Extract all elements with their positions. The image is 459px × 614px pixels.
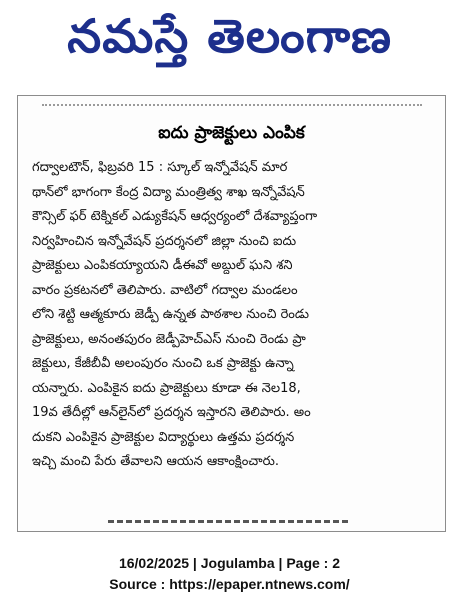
top-cut-edge — [42, 104, 422, 110]
article-line: గద్వాలటౌన్, ఫిబ్రవరి 15 : స్కూల్ ఇన్నోవేషన్ మార — [32, 160, 288, 175]
masthead-logo-text: నమస్తే తెలంగాణ — [67, 9, 392, 63]
article-line: వారం ప్రకటనలో తెలిపారు. వాటిలో గద్వాల మండలం — [32, 282, 298, 298]
article-line: దుకని ఎంపికైన ప్రాజెక్టుల విద్యార్థులు ఉత్తమ ప్రదర్శన — [32, 429, 295, 445]
footer-source-link[interactable]: Source : https://epaper.ntnews.com/ — [109, 576, 350, 592]
article-body — [32, 156, 432, 475]
bottom-cut-edge — [108, 520, 348, 532]
article-line: జెక్టులు, కేజీబీవీ అలంపురం నుంచి ఒక ప్రాజెక్టు ఉన్నా — [32, 356, 294, 371]
newspaper-masthead — [0, 0, 459, 82]
article-line: లోని శెట్టి ఆత్మకూరు జెడ్పీ ఉన్నత పాఠశాల నుంచి రెండు — [32, 307, 309, 322]
article-line: ఇచ్చి మంచి పేరు తేవాలని ఆయన ఆకాంక్షించారు. — [32, 454, 279, 469]
article-line: యన్నారు. ఎంపికైన ఐదు ప్రాజెక్టులు కూడా ఈ నెల18, — [32, 380, 301, 396]
footer-date-edition: 16/02/2025 | Jogulamba | Page : 2 — [118, 555, 341, 571]
article-line: 19వ తేదీల్లో ఆన్‌లైన్‌లో ప్రదర్శన ఇస్తారని తెలిపారు. అం — [32, 405, 311, 420]
article-clipping — [17, 95, 446, 532]
article-headline: ఐదు ప్రాజెక్టులు ఎంపిక — [158, 123, 305, 143]
article-line: నిర్వహించిన ఇన్నోవేషన్ ప్రదర్శనలో జిల్లా నుంచి ఐదు — [32, 233, 297, 249]
article-line: కౌన్సిల్ ఫర్ టెక్నికల్ ఎడ్యుకేషన్ ఆధ్వర్యంలో దేశవ్యాప్తంగా — [32, 209, 318, 224]
article-line: థాన్‌లో భాగంగా కేంద్ర విద్యా మంత్రిత్వ శాఖ ఇన్నోవేషన్ — [32, 184, 305, 200]
article-line: ప్రాజెక్టులు ఎంపికయ్యాయని డీఈవో అబ్దుల్ ఘని శని — [32, 258, 293, 273]
article-line: ప్రాజెక్టులు, అనంతపురం జెడ్పీహెచ్ఎస్ నుంచి రెండు ప్రా — [32, 331, 306, 347]
